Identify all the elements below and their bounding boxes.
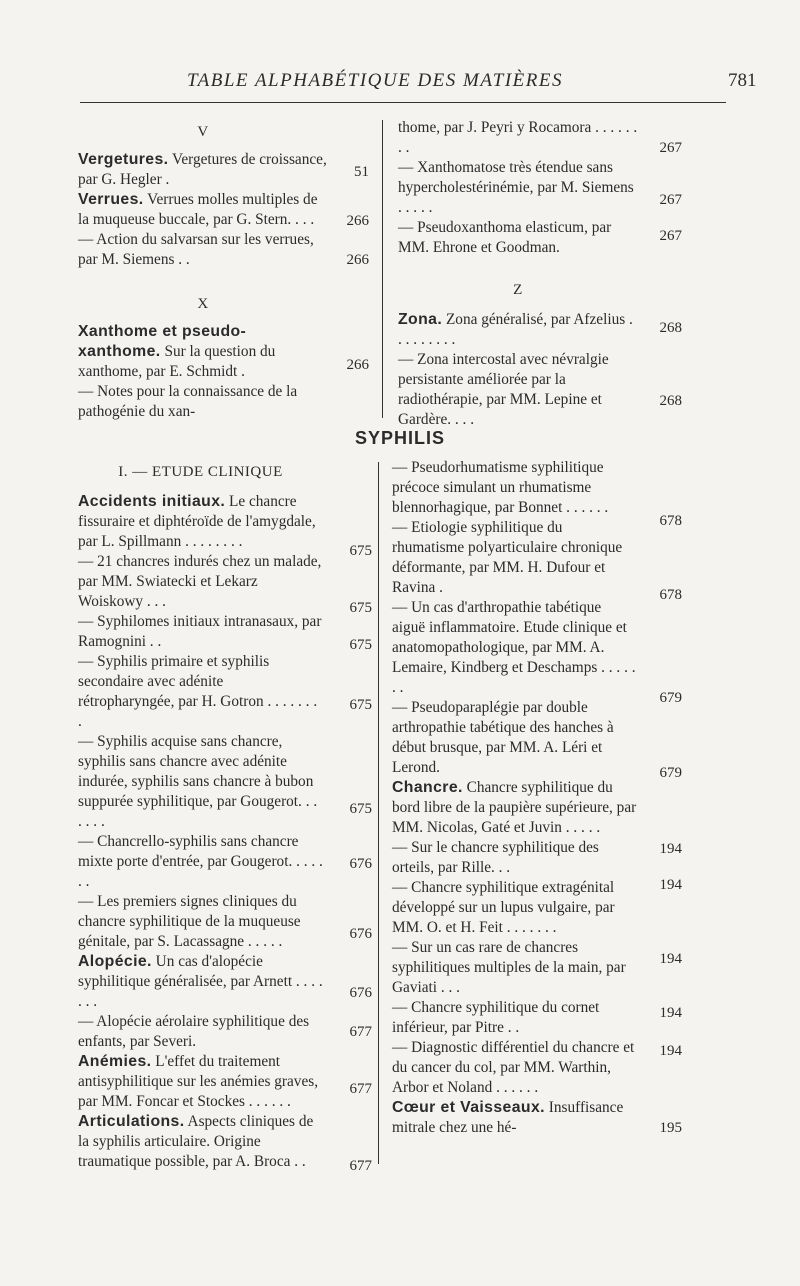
page-ref: 677 [349,1024,372,1040]
index-entry: — Syphilomes initiaux intranasaux, par Ramognini . . [78,613,322,650]
entry-text: Zona généralisé, par Afzelius . . . . . . . . . [398,311,633,348]
entry-text: Un cas d'alopécie syphilitique généralisée, par Arnett . . . . . . . [78,953,323,1010]
running-header-title: TABLE ALPHABÉTIQUE DES MATIÈRES [187,70,563,91]
page-ref: 676 [349,926,372,942]
page-ref: 677 [349,1081,372,1097]
entry-heading: Cœur et Vaisseaux. [392,1099,545,1116]
page-ref: 267 [659,228,682,244]
index-entry [78,1052,323,1112]
page-ref: 675 [349,801,372,817]
entry-text: Chancre syphilitique du bord libre de la paupière supérieure, par MM. Nicolas, Gaté et Juvin . . . . . [392,779,637,836]
page-ref: 194 [659,841,682,857]
index-entry: — Chancrello-syphilis sans chancre mixte porte d'entrée, par Gougerot. . . . . . . [78,833,323,890]
entry-text: Verrues molles multiples de la muqueuse buccale, par G. Stern. . . . [78,191,318,228]
index-entry: — Chancre syphilitique extragénital développé sur un lupus vulgaire, par MM. O. et H. Feit . . . . . . . [392,879,615,936]
section-letter-v: V [197,124,209,140]
section-letter-z: Z [513,282,523,298]
page-ref: 266 [346,252,369,268]
page-ref: 51 [354,164,369,180]
entry-heading: Chancre. [392,779,463,796]
index-entry: — Diagnostic différentiel du chancre et du cancer du col, par MM. Warthin, Arbor et Noland . . . . . . [392,1039,635,1096]
page-ref: 195 [659,1120,682,1136]
index-entry: — Etiologie syphilitique du rhumatisme polyarticulaire chronique déformante, par MM. H. Dufour et Ravina . [392,519,623,596]
top-left-column [78,118,328,422]
index-entry [78,190,328,230]
page-ref: 676 [349,985,372,1001]
page-ref: 675 [349,600,372,616]
page-ref: 679 [659,690,682,706]
page-ref: 194 [659,1043,682,1059]
page-ref: 266 [346,357,369,373]
entry-text: Vergetures de croissance, par G. Hegler . [78,151,327,188]
index-entry: — Action du salvarsan sur les verrues, par M. Siemens . . [78,231,314,268]
index-entry: thome, par J. Peyri y Rocamora . . . . . . . . [398,119,638,156]
entry-heading: Xanthome et pseudo-xanthome. [78,323,247,360]
page-ref: 676 [349,856,372,872]
page-ref: 679 [659,765,682,781]
bottom-left-column [78,458,323,1172]
index-entry: — Pseudoxanthoma elasticum, par MM. Ehrone et Goodman. [398,219,612,256]
index-entry: — Xanthomatose très étendue sans hypercholestérinémie, par M. Siemens . . . . . [398,159,634,216]
subsection-title: I. — ETUDE CLINIQUE [118,464,283,480]
index-entry: — Pseudoparaplégie par double arthropathie tabétique des hanches à début brusque, par MM. A. Léri et Lerond. [392,699,614,776]
entry-text: Le chancre fissuraire et diphtéroïde de l'amygdale, par L. Spillmann . . . . . . . . [78,493,316,550]
page-ref: 194 [659,1005,682,1021]
page-ref: 678 [659,513,682,529]
index-entry [78,150,328,190]
page-ref: 267 [659,192,682,208]
page-ref: 675 [349,637,372,653]
index-entry: — Sur un cas rare de chancres syphilitiques multiples de la main, par Gaviati . . . [392,939,626,996]
header-rule [80,102,726,103]
section-title-syphilis: SYPHILIS [354,428,446,448]
page-ref: 677 [349,1158,372,1174]
index-entry: — 21 chancres indurés chez un malade, par MM. Swiatecki et Lekarz Woiskowy . . . [78,553,322,610]
page-ref: 194 [659,951,682,967]
index-entry: — Alopécie aérolaire syphilitique des enfants, par Severi. [78,1013,310,1050]
top-right-column [398,118,638,430]
entry-heading: Alopécie. [78,953,152,970]
index-entry [78,952,323,1012]
entry-text: L'effet du traitement antisyphilitique sur les anémies graves, par MM. Foncar et Stockes . . . . . . [78,1053,319,1110]
section-letter-x: X [197,296,209,312]
index-entry [78,492,323,552]
index-entry: — Syphilis primaire et syphilis secondaire avec adénite rétropharyngée, par H. Gotron . . . . . . . . [78,653,318,730]
index-entry [392,1098,638,1138]
entry-heading: Accidents initiaux. [78,493,226,510]
entry-text: Insuffisance mitrale chez une hé- [392,1099,624,1136]
index-entry: — Chancre syphilitique du cornet inférieur, par Pitre . . [392,999,600,1036]
page-ref: 266 [346,213,369,229]
index-entry: — Syphilis acquise sans chancre, syphilis sans chancre avec adénite indurée, syphilis sans chancre à bubon suppurée syphilitique, par Gougerot. . . . . . . [78,733,318,830]
entry-text: Sur la question du xanthome, par E. Schmidt . [78,343,276,380]
page-number: 781 [728,70,757,91]
entry-heading: Vergetures. [78,151,169,168]
column-divider-top [382,120,383,418]
page-ref: 194 [659,877,682,893]
index-entry [78,1112,323,1172]
index-entry: — Notes pour la connaissance de la pathogénie du xan- [78,383,298,420]
bottom-right-column [392,458,638,1138]
entry-heading: Zona. [398,311,443,328]
entry-text: Aspects cliniques de la syphilis articulaire. Origine traumatique possible, par A. Broca . . [78,1113,314,1170]
index-entry: — Pseudorhumatisme syphilitique précoce simulant un rhumatisme blennorhagique, par Bonnet . . . . . . [392,459,609,516]
index-entry [392,778,638,838]
column-divider-bottom [378,462,379,1164]
entry-heading: Articulations. [78,1113,185,1130]
entry-heading: Anémies. [78,1053,152,1070]
index-entry: — Zona intercostal avec névralgie persistante améliorée par la radiothérapie, par MM. Lepine et Gardère. . . . [398,351,609,428]
index-entry [78,322,328,382]
index-entry: — Sur le chancre syphilitique des orteils, par Rille. . . [392,839,599,876]
page-ref: 268 [659,320,682,336]
index-entry [398,310,638,350]
page-ref: 268 [659,393,682,409]
page-ref: 678 [659,587,682,603]
entry-heading: Verrues. [78,191,144,208]
index-entry: — Les premiers signes cliniques du chancre syphilitique de la muqueuse génitale, par S. Lacassagne . . . . . [78,893,301,950]
page-ref: 675 [349,543,372,559]
index-entry: — Un cas d'arthropathie tabétique aiguë inflammatoire. Etude clinique et anatomopathologique, par MM. A. Lemaire, Kindberg et Deschamps . . . . . . . [392,599,636,696]
page-ref: 267 [659,140,682,156]
page-ref: 675 [349,697,372,713]
